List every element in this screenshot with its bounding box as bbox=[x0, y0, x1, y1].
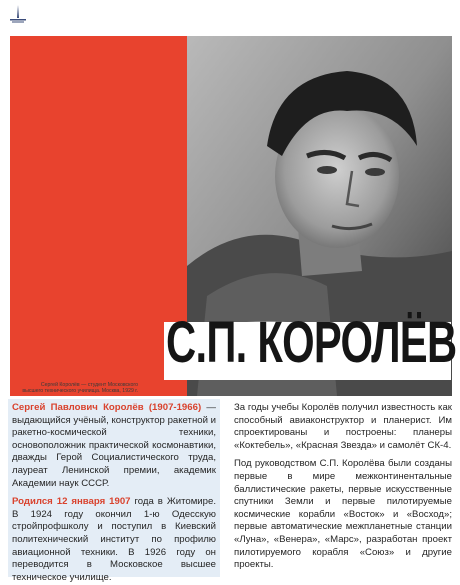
left-text-column bbox=[8, 399, 220, 583]
intro-text: — выдающийся учёный, конструктор ракетной и ракетно-космической техники, основоположник практической космонавтики, дважды Герой Социалистического труда, лауреат Ленинской премии, академик Академии наук СССР. bbox=[12, 402, 216, 489]
achievements-paragraph: Под руководством С.П. Королёва были созданы первые в мире межконтинентальные баллистические ракеты, первые искусственные спутники Земли и первые пилотируемые космические корабли «Восток» и «Восход»; первые автоматические межпланетные станции «Луна», «Венера», «Марс», разработан проект пилотируемого корабля «Союз» и другие проекты. bbox=[234, 458, 452, 571]
right-text-column bbox=[234, 402, 452, 578]
red-accent-block bbox=[10, 36, 190, 396]
intro-paragraph bbox=[12, 402, 216, 490]
birth-text: года в Житомире. В 1924 году окончил 1-ю Одесскую стройпрофшколу и поступил в Киевский политехнический институт по профилю авиационной техники. В 1926 году он переводится в Московское высшее техническое училище. bbox=[12, 496, 216, 583]
monument-logo-icon bbox=[6, 4, 30, 24]
photo-caption: Сергей Королёв — студент Московского высшего технического училища. Москва, 1929 г. bbox=[22, 382, 138, 395]
birth-highlight: Родился 12 января 1907 bbox=[12, 496, 131, 508]
studies-paragraph: За годы учебы Королёв получил известность как способный авиаконструктор и планерист. Им спроектированы и построены: планеры «Коктебель», «Красная Звезда» и самолёт СК-4. bbox=[234, 402, 452, 451]
page-title: С.П. КОРОЛЁВ bbox=[166, 310, 457, 375]
name-highlight: Сергей Павлович Королёв (1907-1966) bbox=[12, 402, 202, 413]
birth-paragraph bbox=[12, 496, 216, 584]
